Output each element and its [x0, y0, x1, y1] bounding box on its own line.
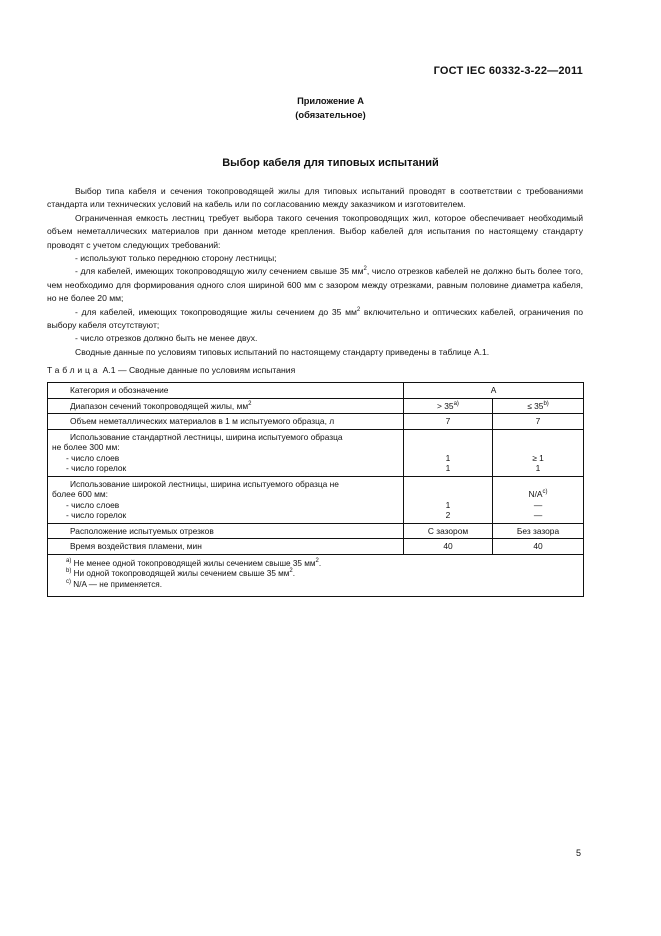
table-footnotes-row [48, 554, 584, 597]
table-cell: 40 [493, 539, 584, 555]
table-cell: > $35^{a)}$ [404, 398, 493, 414]
appendix-label: Приложение А [297, 96, 364, 106]
table-row [48, 476, 584, 523]
table-cell: ≤ $35^{b)}$ [493, 398, 584, 414]
paragraph: Ограниченная емкость лестниц требует выбора такого сечения токопроводящих жил, которое обеспечивает необходимый объем неметаллических материалов при данном методе крепления. Выбор кабелей для испытания по настоящему стандарту проводят с учетом следующих требований: [47, 212, 583, 250]
table-cell: $N/A^{c)}$ — — [493, 476, 584, 523]
section-title: Выбор кабеля для типовых испытаний [222, 157, 439, 169]
table-cell: Объем неметаллических материалов в 1 м испытуемого образца, л [48, 414, 404, 430]
table-cell: Использование широкой лестницы, ширина испытуемого образца не более 600 мм: - число слоев - число горелок [48, 476, 404, 523]
table-footnotes [48, 554, 584, 597]
conditions-table [47, 382, 584, 597]
document-id: ГОСТ IEC 60332-3-22—2011 [433, 65, 583, 77]
table-cell: Расположение испытуемых отрезков [48, 523, 404, 539]
table-header-row [48, 383, 584, 399]
table-cell: Диапазон сечений токопроводящей жилы, $мм^2$ [48, 398, 404, 414]
table-caption: Таблица А.1 — Сводные данные по условиям испытания [47, 365, 296, 375]
list-item: - для кабелей, имеющих токопроводящую жилу сечением свыше 35 $мм^2$, число отрезков кабелей не должно быть более того, чем необходимо для формирования одного слоя шириной 600 мм с зазором между отрезками, равным половине диаметра кабеля, но не более 20 мм; [47, 266, 583, 304]
table-row [48, 523, 584, 539]
appendix-status: (обязательное) [295, 110, 366, 120]
body-text [47, 185, 583, 359]
list-item: - число отрезков должно быть не менее двух. [75, 333, 258, 344]
table-header-cell: Категория и обозначение [48, 383, 404, 399]
paragraph: Сводные данные по условиям типовых испытаний по настоящему стандарту приведены в таблице А.1. [75, 346, 490, 357]
table-cell: Использование стандартной лестницы, ширина испытуемого образца не более 300 мм: - число слоев - число горелок [48, 429, 404, 476]
table-row [48, 539, 584, 555]
table-row [48, 398, 584, 414]
table-cell: 1 2 [404, 476, 493, 523]
table-cell: 40 [404, 539, 493, 555]
table-row [48, 429, 584, 476]
list-item: - используют только переднюю сторону лестницы; [75, 253, 277, 264]
table-cell: Время воздействия пламени, мин [48, 539, 404, 555]
list-item: - для кабелей, имеющих токопроводящие жилы сечением до 35 $мм^2$ включительно и оптических кабелей, ограничения по выбору кабеля отсутствуют; [47, 306, 583, 331]
paragraph: Выбор типа кабеля и сечения токопроводящей жилы для типовых испытаний проводят в соответствии с требованиями стандарта или технических условий на кабель или по согласованию между заказчиком и изготовителем. [47, 186, 583, 210]
page-number: 5 [575, 848, 581, 858]
table-row [48, 414, 584, 430]
table-cell: 1 1 [404, 429, 493, 476]
table-cell: С зазором [404, 523, 493, 539]
footnote: $^{a)}$ Не менее одной токопроводящей жилы сечением свыше 35 $мм^2$. [66, 557, 322, 568]
table-cell: 7 [404, 414, 493, 430]
footnote: $^{b)}$ Ни одной токопроводящей жилы сечением свыше 35 $мм^2$. [66, 568, 296, 578]
table-cell: 7 [493, 414, 584, 430]
table-header-cell: А [404, 383, 584, 399]
footnote: $^{c)}$ N/A — не применяется. [66, 578, 162, 589]
table-cell: ≥ 1 1 [493, 429, 584, 476]
table-cell: Без зазора [493, 523, 584, 539]
